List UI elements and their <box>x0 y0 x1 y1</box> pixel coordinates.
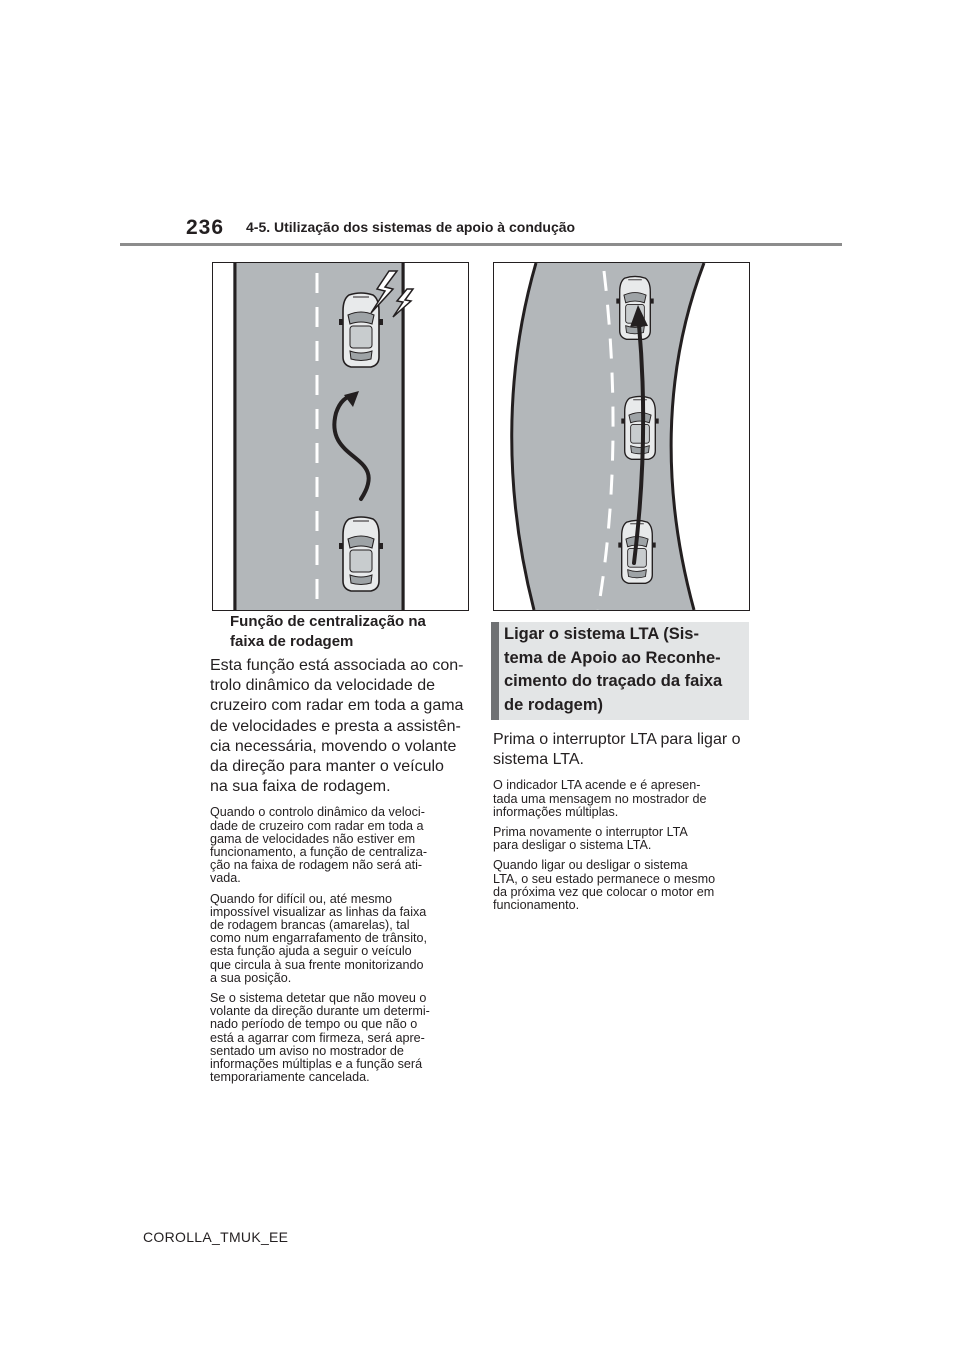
text-line: ção na faixa de rodagem não será ati- <box>210 858 423 873</box>
text-line: a sua posição. <box>210 970 292 985</box>
text-line: tada uma mensagem no mostrador de <box>493 791 707 806</box>
text-line: como num engarrafamento de trânsito, <box>210 931 428 946</box>
text-line: vada. <box>210 871 241 886</box>
right-column <box>493 730 753 919</box>
text-line: Quando ligar ou desligar o sistema <box>493 858 688 873</box>
note-paragraph <box>493 779 753 819</box>
header-rule <box>120 243 842 246</box>
text-line: esta função ajuda a seguir o veículo <box>210 944 412 959</box>
text-line: Prima o interruptor LTA para ligar o <box>493 731 741 748</box>
text-line: funcionamento, a função de centraliza- <box>210 845 428 860</box>
text-line: sistema LTA. <box>493 751 584 769</box>
lead-paragraph <box>493 730 753 770</box>
text-line: que circula à sua frente monitorizando <box>210 957 424 972</box>
footer-document-code: COROLLA_TMUK_EE <box>143 1229 289 1245</box>
note-paragraph <box>210 806 472 885</box>
heading-accent-bar <box>491 622 499 720</box>
lead-paragraph <box>210 656 472 797</box>
lta-heading-box <box>491 622 749 720</box>
text-line: Esta função está associada ao con- <box>210 657 464 674</box>
text-line: da direção para manter o veículo <box>210 758 444 776</box>
text-line: Se o sistema detetar que não moveu o <box>210 991 427 1006</box>
heading-line: cimento do traçado da faixa <box>504 672 723 690</box>
text-line: de rodagem brancas (amarelas), tal <box>210 918 410 933</box>
text-line: na sua faixa de rodagem. <box>210 778 391 796</box>
page-number: 236 <box>186 216 225 239</box>
section-title: 4-5. Utilização dos sistemas de apoio à condução <box>246 219 576 235</box>
text-line: cia necessária, movendo o volante <box>210 737 457 755</box>
text-line: para desligar o sistema LTA. <box>493 838 652 853</box>
text-line: Quando o controlo dinâmico da veloci- <box>210 805 425 820</box>
lta-heading <box>504 623 744 717</box>
lane-tracing-figure <box>493 262 750 611</box>
figure-caption <box>230 612 470 652</box>
text-line: volante da direção durante um determi- <box>210 1004 430 1019</box>
heading-line: de rodagem) <box>504 695 604 714</box>
text-line: Quando for difícil ou, até mesmo <box>210 891 393 906</box>
text-line: está a agarrar com firmeza, será apre- <box>210 1030 425 1045</box>
figure-caption-line: faixa de rodagem <box>230 633 354 650</box>
text-line: funcionamento. <box>493 898 580 913</box>
text-line: temporariamente cancelada. <box>210 1070 370 1085</box>
text-line: O indicador LTA acende e é apresen- <box>493 778 701 793</box>
text-line: gama de velocidades não estiver em <box>210 831 416 846</box>
text-line: da próxima vez que colocar o motor em <box>493 884 715 899</box>
note-paragraph <box>493 859 753 912</box>
figure-caption-line: Função de centralização na <box>230 613 426 630</box>
text-line: informações múltiplas. <box>493 804 619 819</box>
text-line: impossível visualizar as linhas da faixa <box>210 904 427 919</box>
lane-centering-figure <box>212 262 469 611</box>
heading-line: Ligar o sistema LTA (Sis- <box>504 625 699 643</box>
left-column <box>210 656 472 1091</box>
note-paragraph <box>493 826 753 852</box>
text-line: LTA, o seu estado permanece o mesmo <box>493 871 716 886</box>
text-line: Prima novamente o interruptor LTA <box>493 825 688 840</box>
text-line: dade de cruzeiro com radar em toda a <box>210 818 424 833</box>
text-line: cruzeiro com radar em toda a gama <box>210 697 464 715</box>
text-line: de velocidades e presta a assistên- <box>210 717 461 735</box>
note-paragraph <box>210 992 472 1084</box>
text-line: nado período de tempo ou que não o <box>210 1017 418 1032</box>
note-paragraph <box>210 893 472 985</box>
heading-line: tema de Apoio ao Reconhe- <box>504 648 721 667</box>
text-line: trolo dinâmico da velocidade de <box>210 677 436 695</box>
text-line: sentado um aviso no mostrador de <box>210 1043 404 1058</box>
text-line: informações múltiplas e a função será <box>210 1057 423 1072</box>
